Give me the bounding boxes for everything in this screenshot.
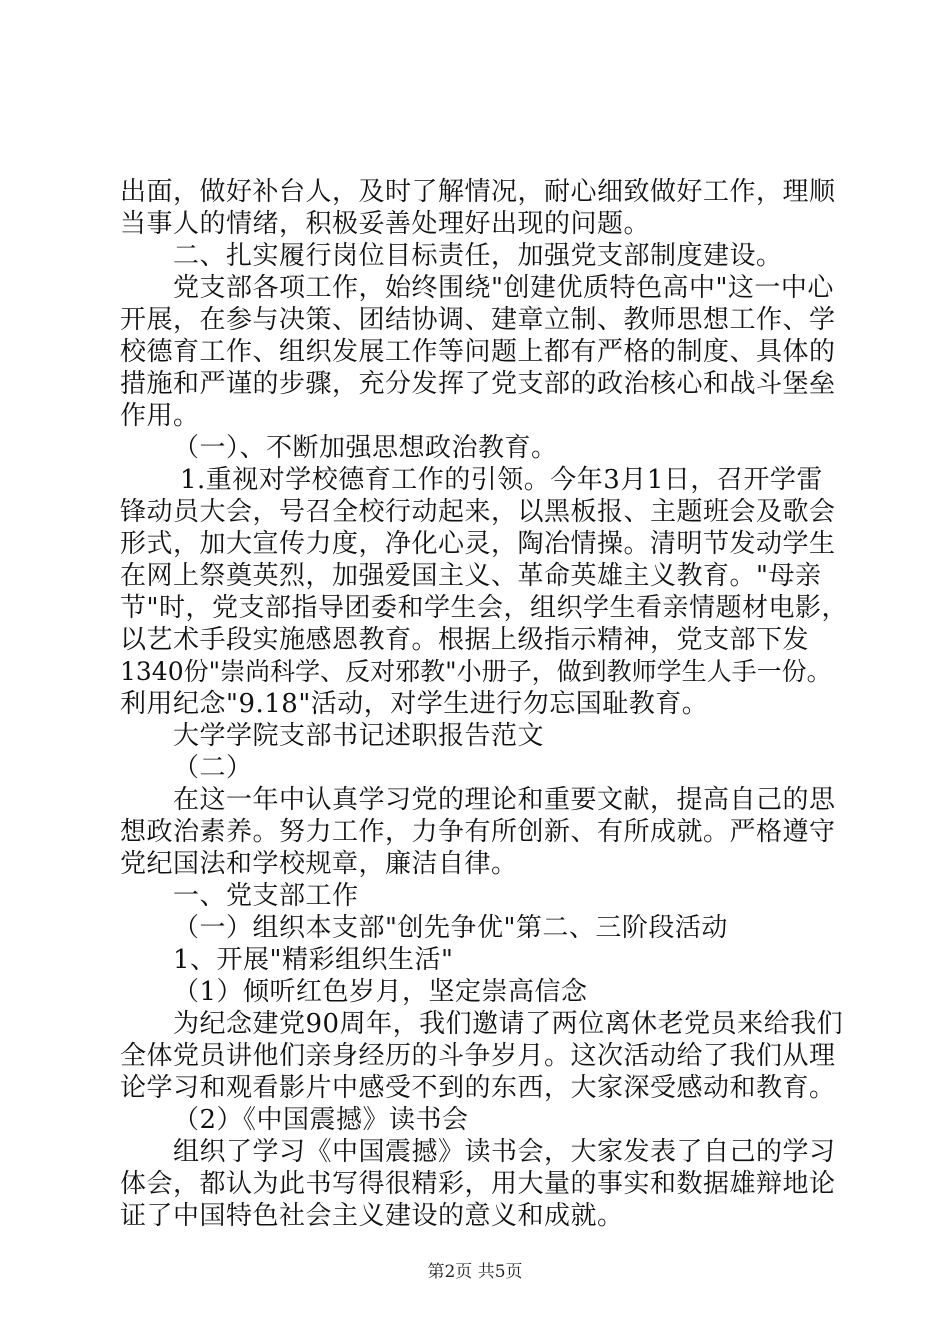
subsection-heading: （一）组织本支部"创先争优"第二、三阶段活动 bbox=[173, 913, 728, 943]
page-number-footer: 第2页 共5页 bbox=[427, 1262, 523, 1282]
text-line: 校德育工作、组织发展工作等问题上都有严格的制度、具体的 bbox=[120, 337, 836, 367]
text-line: 论学习和观看影片中感受不到的东西，大家深受感动和教育。 bbox=[120, 1073, 836, 1103]
text-line: 组织了学习《中国震撼》读书会，大家发表了自己的学习 bbox=[173, 1137, 836, 1167]
subsection-heading: （2）《中国震撼》读书会 bbox=[173, 1105, 469, 1135]
text-line: 为纪念建党90周年，我们邀请了两位离休老党员来给我们 bbox=[173, 1009, 844, 1039]
text-line: 作用。 bbox=[120, 401, 200, 431]
section-heading: 一、党支部工作 bbox=[173, 881, 359, 911]
text-line: 1.重视对学校德育工作的引领。今年3月1日，召开学雷 bbox=[180, 465, 823, 495]
text-line: 节"时，党支部指导团委和学生会，组织学生看亲情题材电影， bbox=[120, 593, 848, 623]
text-line: 在网上祭奠英烈，加强爱国主义、革命英雄主义教育。"母亲 bbox=[120, 561, 822, 591]
text-line: 出面，做好补台人，及时了解情况，耐心细致做好工作，理顺 bbox=[120, 177, 836, 207]
text-line: 全体党员讲他们亲身经历的斗争岁月。这次活动给了我们从理 bbox=[120, 1041, 836, 1071]
subsection-heading: 1、开展"精彩组织生活" bbox=[173, 945, 454, 975]
text-line: 利用纪念"9.18"活动，对学生进行勿忘国耻教育。 bbox=[120, 689, 709, 719]
subsection-heading: （一）、不断加强思想政治教育。 bbox=[173, 433, 558, 463]
text-line: 以艺术手段实施感恩教育。根据上级指示精神，党支部下发 bbox=[120, 625, 810, 655]
part-label: （二） bbox=[173, 753, 253, 783]
text-line: 形式，加大宣传力度，净化心灵，陶冶情操。清明节发动学生 bbox=[120, 529, 836, 559]
text-line: 当事人的情绪，积极妥善处理好出现的问题。 bbox=[120, 209, 651, 239]
text-line: 体会，都认为此书写得很精彩，用大量的事实和数据雄辩地论 bbox=[120, 1169, 836, 1199]
text-line: 措施和严谨的步骤，充分发挥了党支部的政治核心和战斗堡垒 bbox=[120, 369, 836, 399]
text-line: 1340份"崇尚科学、反对邪教"小册子，做到教师学生人手一份。 bbox=[120, 657, 832, 686]
text-line: 党支部各项工作，始终围绕"创建优质特色高中"这一中心 bbox=[173, 273, 834, 303]
text-line: 锋动员大会，号召全校行动起来，以黑板报、主题班会及歌会 bbox=[120, 497, 836, 527]
subsection-heading: （1）倾听红色岁月，坚定崇高信念 bbox=[173, 977, 588, 1007]
text-line: 证了中国特色社会主义建设的意义和成就。 bbox=[120, 1201, 624, 1231]
document-title: 大学学院支部书记述职报告范文 bbox=[173, 721, 545, 751]
text-line: 党纪国法和学校规章，廉洁自律。 bbox=[120, 849, 518, 879]
text-line: 在这一年中认真学习党的理论和重要文献，提高自己的思 bbox=[173, 785, 836, 815]
text-line: 开展，在参与决策、团结协调、建章立制、教师思想工作、学 bbox=[120, 305, 836, 335]
text-line: 想政治素养。努力工作，力争有所创新、有所成就。严格遵守 bbox=[120, 817, 836, 847]
section-heading: 二、扎实履行岗位目标责任，加强党支部制度建设。 bbox=[173, 241, 783, 271]
